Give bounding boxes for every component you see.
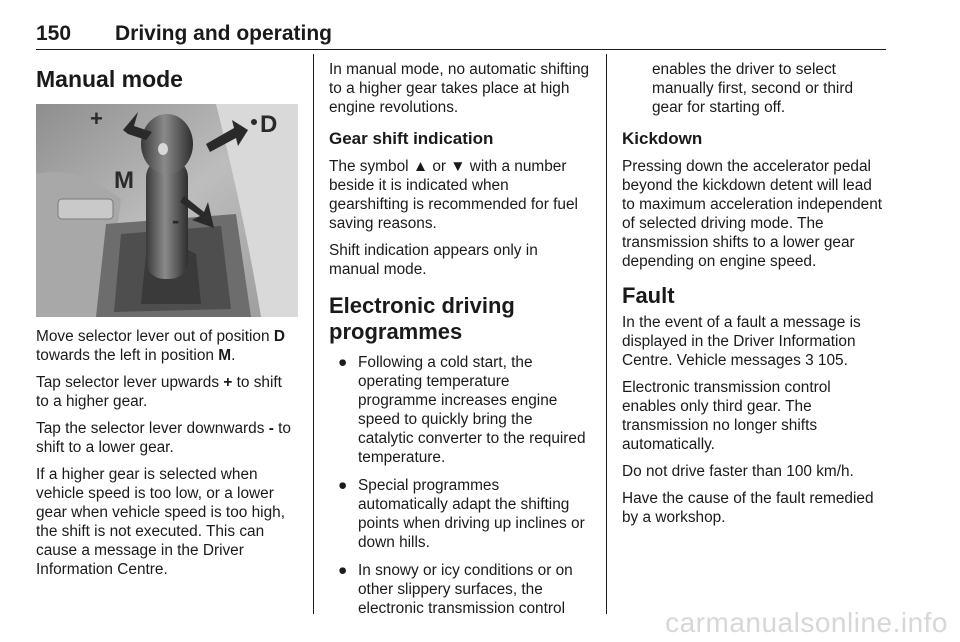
figure-label-plus: +: [90, 106, 103, 131]
paragraph: In manual mode, no automatic shifting to a higher gear takes place at high engine revolutions.: [329, 61, 590, 116]
paragraph: [622, 313, 886, 370]
list-item-text: Special programmes automatically adapt the shifting points when driving up inclines or down hills.: [358, 477, 585, 551]
figure-label-minus: -: [172, 208, 180, 233]
bullet-icon: ●: [338, 477, 348, 494]
column-2: [329, 60, 591, 627]
text: to shift to a lower gear.: [36, 420, 291, 456]
heading-line-2: programmes: [329, 319, 463, 344]
paragraph: Pressing down the accelerator pedal beyond the kickdown detent will lead to maximum acceleration independent of selected driving mode. The transmission shifts to a lower gear depending on engine speed.: [622, 158, 883, 270]
gear-shift-heading: Gear shift indication: [329, 129, 494, 148]
electronic-programmes-heading: [329, 293, 591, 345]
minus-symbol: -: [268, 420, 274, 437]
column-divider-1: [313, 54, 314, 614]
page-reference-link[interactable]: 105.: [813, 352, 848, 369]
text: Move selector lever out of position: [36, 328, 274, 345]
manual-mode-heading: Manual mode: [36, 66, 183, 92]
paragraph: Shift indication appears only in manual mode.: [329, 242, 538, 278]
text: Tap selector lever upwards: [36, 374, 224, 391]
paragraph: Do not drive faster than 100 km/h.: [622, 463, 854, 480]
header-rule: [36, 49, 886, 50]
text: to shift to a higher gear.: [36, 374, 282, 410]
paragraph: [36, 373, 298, 411]
list-item: [329, 353, 591, 467]
list-item: [329, 476, 591, 552]
list-item-text: In snowy or icy conditions or on other slippery surfaces, the electronic transmission control: [358, 562, 573, 617]
figure-label-m: M: [114, 167, 134, 194]
heading-line-1: Electronic driving: [329, 293, 515, 318]
text: .: [231, 347, 236, 364]
list-item: [329, 561, 591, 618]
column-3: [622, 60, 886, 535]
figure-dot: [251, 119, 257, 125]
paragraph: Have the cause of the fault remedied by a workshop.: [622, 490, 874, 526]
paragraph: The symbol ▲ or ▼ with a number beside it is indicated when gearshifting is recommended for fuel saving reasons.: [329, 158, 578, 232]
column-1: [36, 60, 298, 587]
page-header: [36, 22, 886, 48]
selector-lever-figure: [36, 104, 298, 317]
paragraph: If a higher gear is selected when vehicle speed is too low, or a lower gear when vehicle speed is too high, the shift is not executed. This can cause a message in the Driver Information Centre.: [36, 466, 285, 578]
list-item-text: Following a cold start, the operating temperature programme increases engine speed to quickly bring the catalytic converter to the required temperature.: [358, 354, 586, 466]
figure-label-d: D: [260, 111, 278, 138]
position-m: M: [218, 347, 232, 364]
page-number: 150: [36, 22, 72, 45]
bullet-icon: ●: [338, 354, 348, 371]
kickdown-heading: Kickdown: [622, 129, 703, 148]
page-reference-icon[interactable]: 3: [805, 352, 814, 369]
text: towards the left in position: [36, 347, 219, 364]
text: Tap the selector lever downwards: [36, 420, 269, 437]
position-d: D: [273, 328, 285, 345]
section-title: Driving and operating: [115, 22, 333, 45]
fault-heading: Fault: [622, 283, 675, 308]
plus-symbol: +: [223, 374, 233, 391]
column-divider-2: [606, 54, 607, 614]
programmes-list: [329, 353, 591, 618]
paragraph: [36, 327, 298, 365]
paragraph: [36, 419, 298, 457]
paragraph: Electronic transmission control enables only third gear. The transmission no longer shifts automatically.: [622, 379, 831, 453]
watermark: carmanualsonline.info: [665, 607, 948, 638]
bullet-icon: ●: [338, 562, 348, 579]
bullet-continuation: enables the driver to select manually first, second or third gear for starting off.: [652, 61, 854, 116]
text: In the event of a fault a message is displayed in the Driver Information Centre. Vehicle messages: [622, 314, 861, 369]
